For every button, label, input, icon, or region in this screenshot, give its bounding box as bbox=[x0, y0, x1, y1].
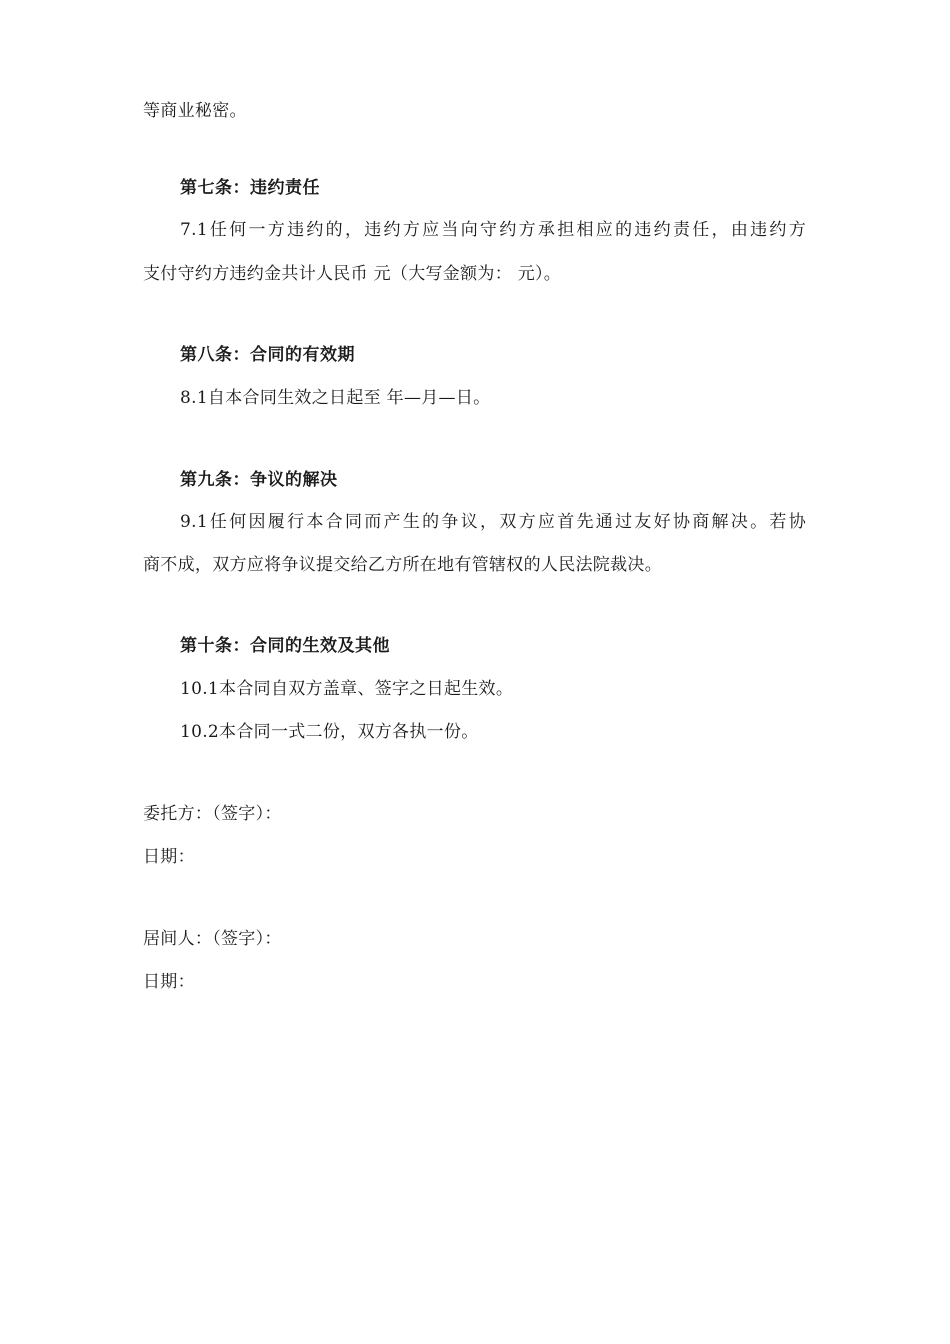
intermediary-date-label: 日期： bbox=[143, 972, 195, 992]
article-10-clause-2: 10.2本合同一式二份，双方各执一份。 bbox=[180, 722, 479, 742]
article-8-heading: 第八条：合同的有效期 bbox=[180, 345, 355, 365]
paragraph-tail: 等商业秘密。 bbox=[143, 101, 247, 121]
intermediary-signature-label: 居间人：（签字）： bbox=[143, 929, 282, 949]
article-8-clause-1: 8.1自本合同生效之日起至 年—月—日。 bbox=[180, 388, 491, 408]
client-date-label: 日期： bbox=[143, 847, 195, 867]
article-7-heading: 第七条：违约责任 bbox=[180, 178, 320, 198]
article-9-clause-1-line-1: 9.1任何因履行本合同而产生的争议，双方应首先通过友好协商解决。若协 bbox=[180, 512, 806, 532]
article-9-heading: 第九条：争议的解决 bbox=[180, 470, 338, 490]
article-9-clause-1-line-2: 商不成，双方应将争议提交给乙方所在地有管辖权的人民法院裁决。 bbox=[143, 555, 662, 575]
article-10-clause-1: 10.1本合同自双方盖章、签字之日起生效。 bbox=[180, 679, 514, 699]
client-signature-label: 委托方：（签字）： bbox=[143, 804, 282, 824]
article-7-clause-1-line-2: 支付守约方违约金共计人民币 元（大写金额为： 元）。 bbox=[143, 264, 562, 284]
article-10-heading: 第十条：合同的生效及其他 bbox=[180, 636, 390, 656]
article-7-clause-1-line-1: 7.1任何一方违约的，违约方应当向守约方承担相应的违约责任，由违约方 bbox=[180, 220, 806, 240]
